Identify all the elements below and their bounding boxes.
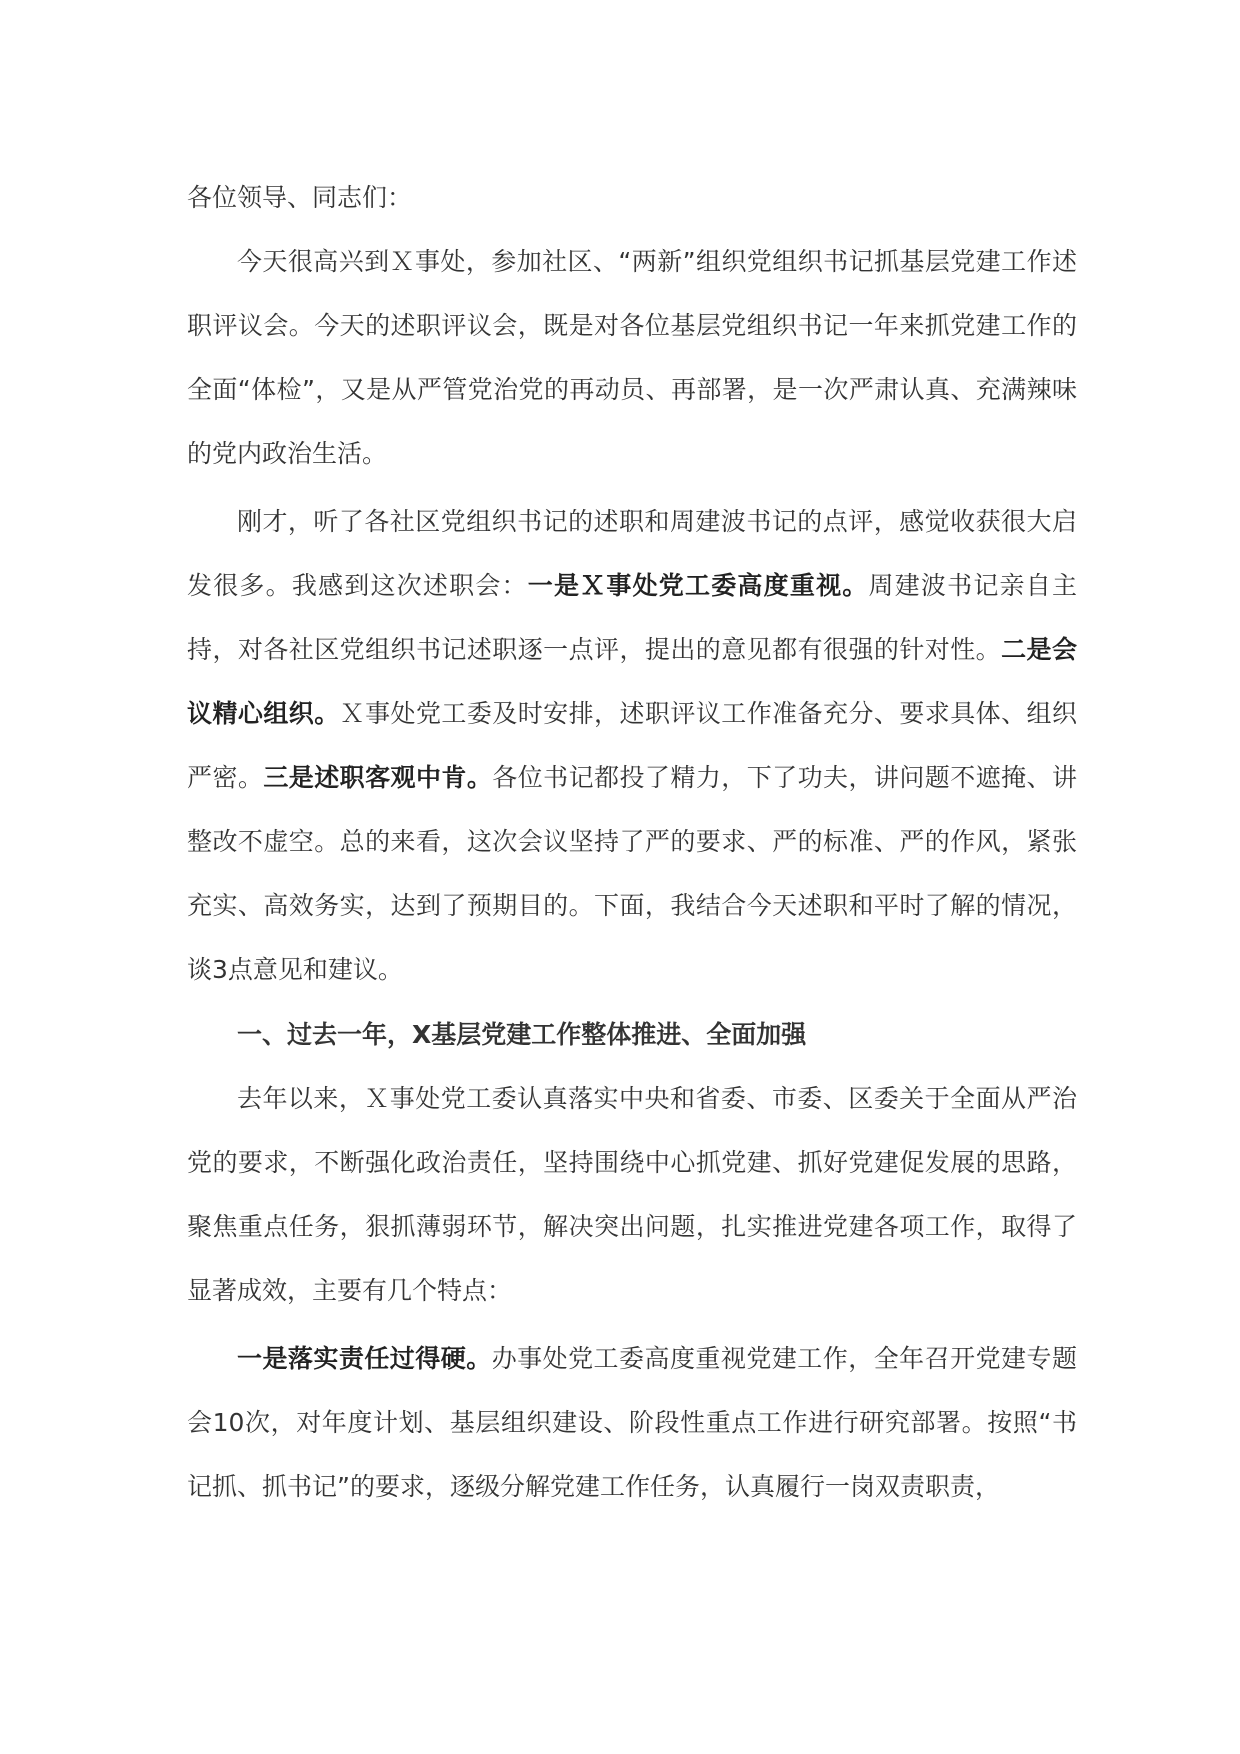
section-heading: 一、过去一年，X基层党建工作整体推进、全面加强 bbox=[237, 1020, 807, 1049]
salutation: 各位领导、同志们： bbox=[187, 183, 413, 212]
paragraph-text: Ｘ事处党工委及时安排，述职评议工作准备充分、要求具体、组织严密。 bbox=[187, 699, 1077, 792]
paragraph-responsibility bbox=[187, 1327, 1077, 1519]
bold-point-responsibility: 一是落实责任过得硬。 bbox=[237, 1344, 492, 1373]
paragraph-past-year: 去年以来，Ｘ事处党工委认真落实中央和省委、市委、区委关于全面从严治党的要求，不断强化政治责任，坚持围绕中心抓党建、抓好党建促发展的思路，聚焦重点任务，狠抓薄弱环节，解决突出问题，扎实推进党建各项工作，取得了显著成效，主要有几个特点： bbox=[187, 1084, 1077, 1305]
paragraph-intro: 今天很高兴到Ｘ事处，参加社区、“两新”组织党组织书记抓基层党建工作述职评议会。今天的述职评议会，既是对各位基层党组织书记一年来抓党建工作的全面“体检”，又是从严管党治党的再动员、再部署，是一次严肃认真、充满辣味的党内政治生活。 bbox=[187, 247, 1077, 468]
paragraph-text: 刚才，听了各社区党组织书记的述职和周建波书记的点评，感觉收获很大启发很多。我感到这次述职会： bbox=[187, 507, 1077, 600]
bold-point-2: 二是会议精心组织。 bbox=[187, 635, 1077, 728]
paragraph-meeting-review bbox=[187, 490, 1077, 1002]
paragraph-text: 办事处党工委高度重视党建工作，全年召开党建专题会10次，对年度计划、基层组织建设、阶段性重点工作进行研究部署。按照“书记抓、抓书记”的要求，逐级分解党建工作任务，认真履行一岗双责职责， bbox=[187, 1344, 1077, 1501]
bold-point-3: 三是述职客观中肯。 bbox=[263, 763, 493, 792]
paragraph-text: 各位书记都投了精力，下了功夫，讲问题不遮掩、讲整改不虚空。总的来看，这次会议坚持了严的要求、严的标准、严的作风，紧张充实、高效务实，达到了预期目的。下面，我结合今天述职和平时了解的情况，谈3点意见和建议。 bbox=[187, 763, 1077, 984]
bold-point-1: 一是Ｘ事处党工委高度重视。 bbox=[527, 571, 869, 600]
document-body bbox=[187, 168, 1077, 1519]
paragraph-text: 周建波书记亲自主持，对各社区党组织书记述职逐一点评，提出的意见都有很强的针对性。 bbox=[187, 571, 1077, 664]
